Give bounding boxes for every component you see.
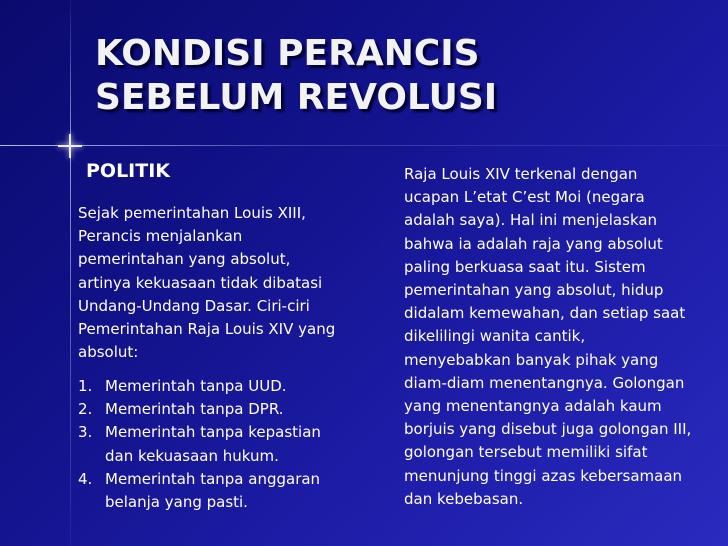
list-item-number: 2. bbox=[78, 400, 93, 419]
list-item bbox=[78, 375, 348, 398]
slide-title bbox=[95, 32, 497, 120]
section-heading: POLITIK bbox=[86, 160, 171, 182]
list-item-text: Memerintah tanpa DPR. bbox=[105, 400, 284, 419]
list-item bbox=[78, 421, 348, 467]
list-item-number: 4. bbox=[78, 469, 93, 488]
list-item bbox=[78, 468, 348, 514]
characteristics-list bbox=[78, 375, 348, 514]
slide-title-line-2: SEBELUM REVOLUSI bbox=[95, 77, 498, 118]
list-item bbox=[78, 398, 348, 421]
slide-title-line-1: KONDISI PERANCIS bbox=[95, 33, 480, 74]
list-item-text: Memerintah tanpa anggaran belanja yang pasti. bbox=[105, 469, 321, 512]
list-item-number: 3. bbox=[78, 423, 93, 442]
left-paragraph: Sejak pemerintahan Louis XIII, Perancis menjalankan pemerintahan yang absolut, artinya kekuasaan tidak dibatasi Undang-Undang Dasar. Ciri-ciri Pemerintahan Raja Louis XIV yang absolut: bbox=[78, 204, 336, 362]
list-item-text: Memerintah tanpa UUD. bbox=[105, 377, 287, 395]
sparkle-icon bbox=[58, 134, 82, 158]
decorative-vertical-line bbox=[70, 0, 71, 546]
list-item-text: Memerintah tanpa kepastian dan kekuasaan hukum. bbox=[105, 423, 321, 465]
decorative-horizontal-line bbox=[0, 145, 728, 146]
right-paragraph: Raja Louis XIV terkenal dengan ucapan L’etat C’est Moi (negara adalah saya). Hal ini menjelaskan bahwa ia adalah raja yang absolut paling berkuasa saat itu. Sistem pemerintahan yang absolut, hidup didalam kemewahan, dan setiap saat dikelilingi wanita cantik, menyebabkan banyak pihak yang diam-diam menentangnya. Golongan yang menentangnya adalah kaum borjuis yang disebut juga golongan III, golongan tersebut memiliki sifat menunjung tinggi azas kebersamaan dan kebebasan. bbox=[404, 165, 692, 508]
list-item-number: 1. bbox=[78, 377, 93, 395]
